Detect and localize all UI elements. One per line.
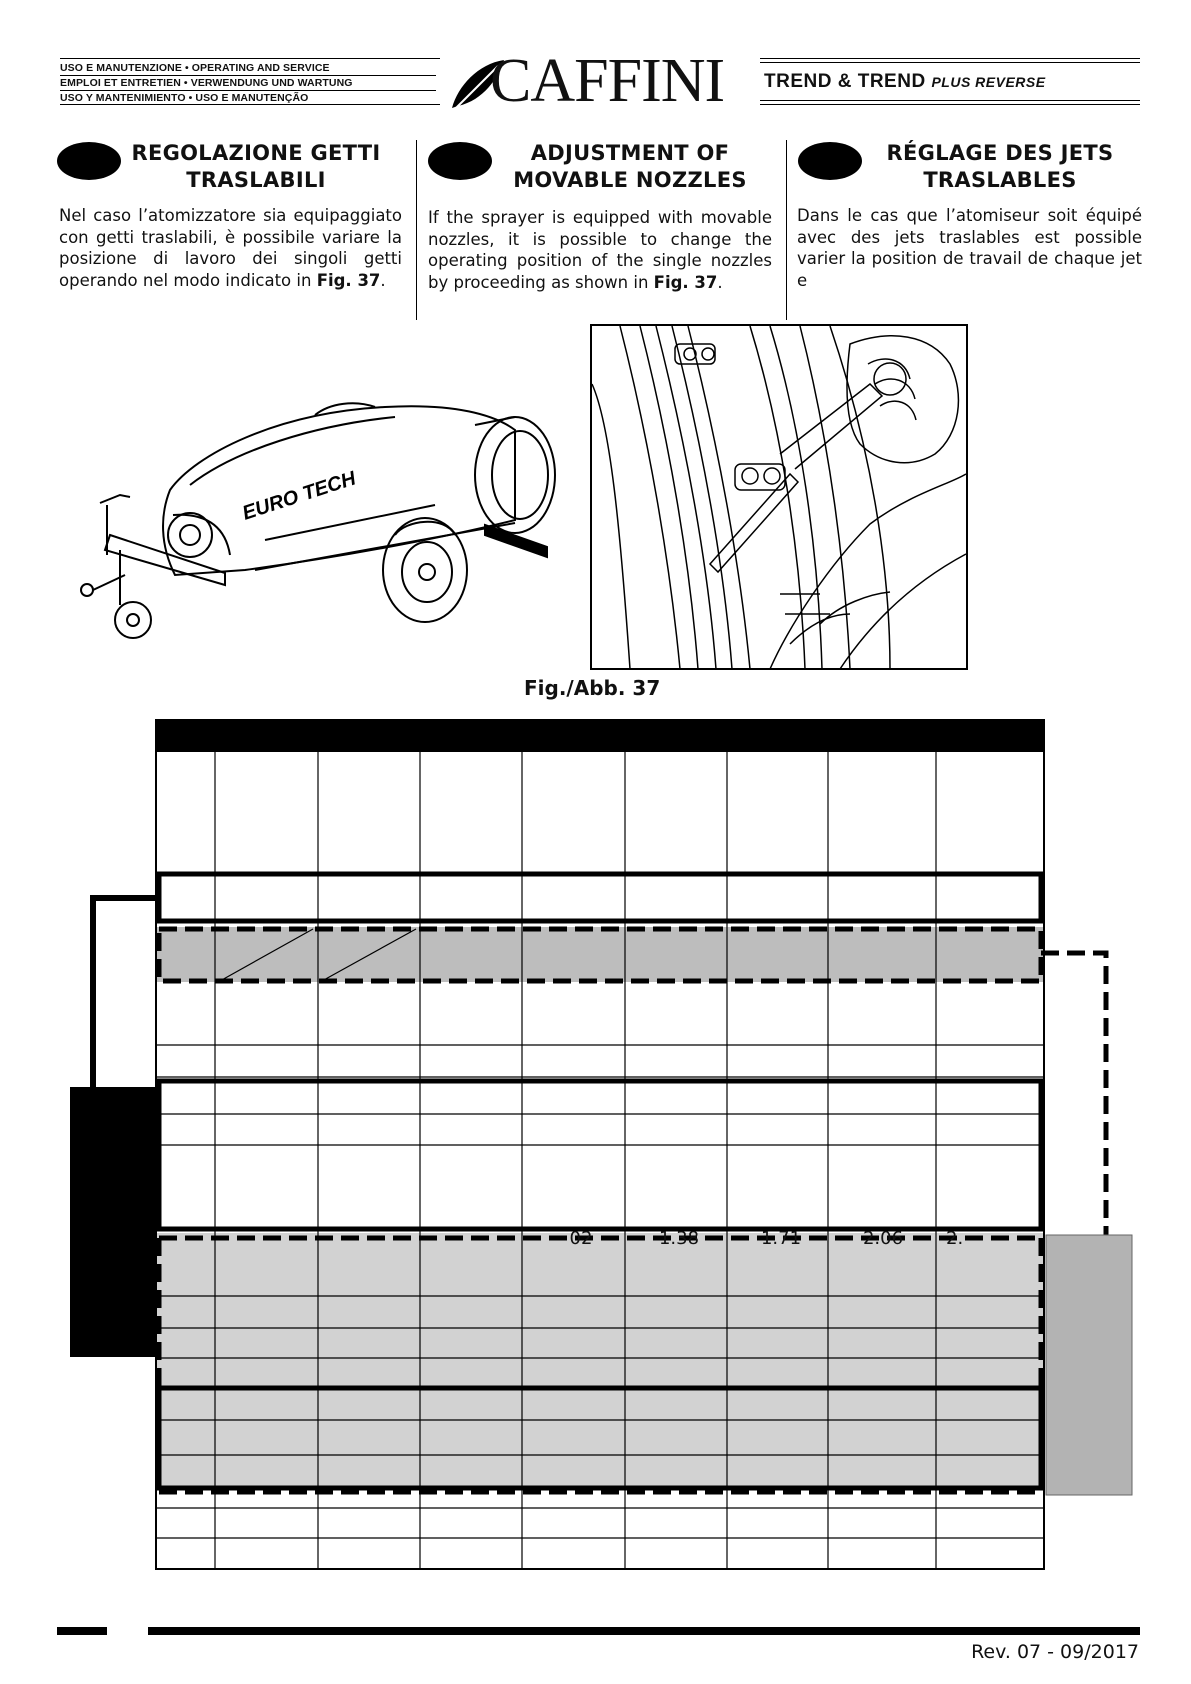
section-title-it: REGOLAZIONE GETTI TRASLABILI [131,141,381,192]
body-it-ref: Fig. 37 [316,270,381,290]
table-cell: 02 [569,1228,593,1249]
section-body-fr: Dans le cas que l’atomiseur soit équipé avec des jets traslables est possible varier la position de travail de chaque jet e [797,206,1142,290]
section-body-en [428,207,772,293]
body-en-ref: Fig. 37 [653,272,718,292]
model-suffix: PLUS REVERSE [931,74,1046,90]
body-en-end: . [717,272,723,292]
header-line-3: USO Y MANTENIMIENTO • USO E MANUTENÇÃO [60,91,436,106]
table-cell: 2.06 [862,1228,904,1249]
body-it-end: . [380,270,386,290]
nozzle-adjustment-detail [590,324,968,670]
figure-caption: Fig./Abb. 37 [524,676,661,700]
sprayer-illustration [55,395,600,660]
body-it-text: Nel caso l’atomizzatore sia equipaggiato con getti traslabili, è possibile variare la posizione di lavoro dei singoli getti operando nel modo indicato in [59,206,402,290]
body-en-text: If the sprayer is equipped with movable nozzles, it is possible to change the operating position of the single nozzles by proceeding as shown in [428,208,772,292]
section-bullet-fr [798,142,862,180]
brand-logo: CAFFINI [490,47,725,115]
section-body-it [59,205,402,291]
section-title-fr: RÉGLAGE DES JETS TRASLABLES [886,141,1114,192]
footer-rule [148,1627,1140,1635]
header-doc-type [60,61,436,106]
revision-label: Rev. 07 - 09/2017 [971,1641,1139,1663]
header-line-1: USO E MANUTENZIONE • OPERATING AND SERVICE [60,61,436,76]
section-bullet-en [428,142,492,180]
header-line-2: EMPLOI ET ENTRETIEN • VERWENDUNG UND WARTUNG [60,76,436,91]
table-cell: 1.38 [658,1228,700,1249]
section-title-en: ADJUSTMENT OF MOVABLE NOZZLES [513,141,747,192]
footer-rule-left [57,1627,107,1635]
section-bullet-it [57,142,121,180]
model-name [764,71,1046,93]
table-cell: 2. [946,1228,964,1249]
tank-logo: EURO TECH [239,467,359,525]
nozzle-chart-table [60,715,1140,1575]
table-cell: 1.71 [760,1228,802,1249]
model-main: TREND & TREND [764,71,926,92]
